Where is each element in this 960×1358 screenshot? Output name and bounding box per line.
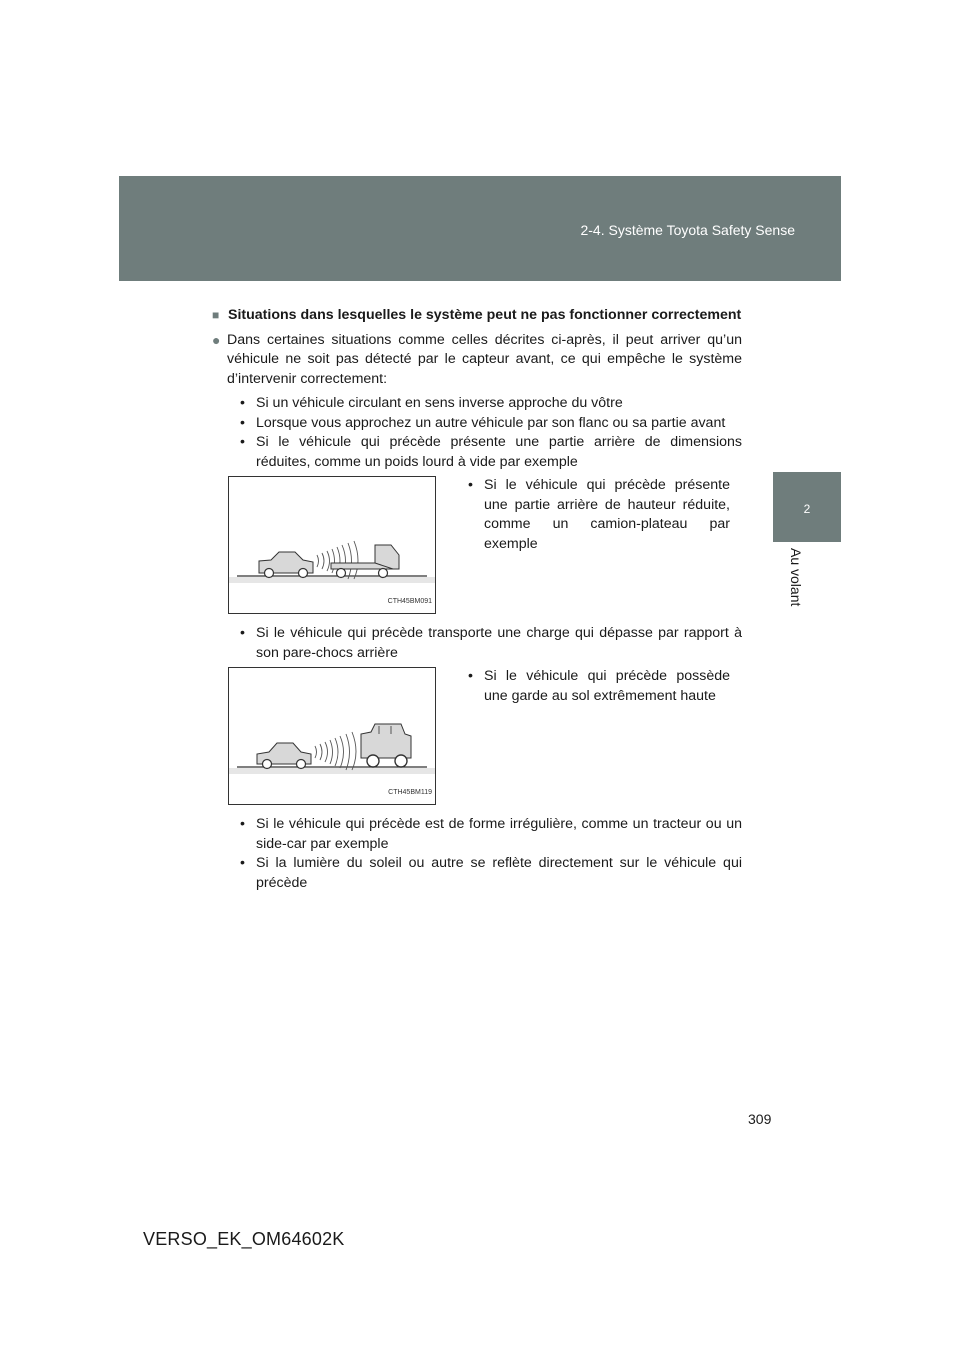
figure-row-flatbed bbox=[228, 476, 742, 616]
figure-code: CTH45BM091 bbox=[387, 597, 432, 605]
list-item bbox=[240, 394, 742, 414]
chapter-tab bbox=[773, 472, 841, 542]
intro-text: Dans certaines situations comme celles décrites ci-après, il peut arriver qu’un véhicule ne soit pas détecté par le capteur avant, ce qui empêche le système d’intervenir correctement: bbox=[227, 331, 742, 387]
heading-text: Situations dans lesquelles le système peut ne pas fonctionner correctement bbox=[228, 307, 742, 323]
figure-caption-text: Si le véhicule qui précède présente une partie arrière de hauteur réduite, comme un camion-plateau par exemple bbox=[484, 477, 730, 552]
list-item-text: Si le véhicule qui précède transporte une charge qui dépasse par rapport à son pare-chocs arrière bbox=[256, 625, 742, 661]
figure-caption-text: Si le véhicule qui précède possède une garde au sol extrêmement haute bbox=[484, 668, 730, 704]
list-item-text: Si le véhicule qui précède présente une partie arrière de dimensions réduites, comme un poids lourd à vide par exemple bbox=[256, 434, 742, 470]
figure-caption bbox=[468, 667, 730, 807]
list-item-text: Si le véhicule qui précède est de forme irrégulière, comme un tracteur ou un side-car par exemple bbox=[256, 816, 742, 852]
section-heading bbox=[212, 306, 742, 326]
document-code: VERSO_EK_OM64602K bbox=[143, 1229, 345, 1249]
header-band bbox=[119, 176, 841, 281]
list-item bbox=[240, 624, 742, 663]
list-item-text: Si un véhicule circulant en sens inverse approche du vôtre bbox=[256, 395, 623, 411]
figure-caption bbox=[468, 476, 730, 616]
chapter-number: 2 bbox=[803, 502, 811, 516]
list-item bbox=[240, 815, 742, 854]
figure-code: CTH45BM119 bbox=[388, 788, 432, 796]
page-number: 309 bbox=[748, 1111, 772, 1127]
list-item bbox=[240, 854, 742, 893]
bullet-marker: • bbox=[468, 477, 473, 493]
bullet-marker: • bbox=[240, 414, 245, 431]
flatbed-truck-illustration bbox=[228, 476, 436, 614]
list-item-text: Si la lumière du soleil ou autre se reflète directement sur le véhicule qui précède bbox=[256, 855, 742, 891]
bullet-marker: • bbox=[240, 625, 245, 641]
list-item bbox=[240, 414, 742, 434]
list-item bbox=[240, 433, 742, 472]
bullet-marker: • bbox=[240, 434, 245, 450]
bullet-marker: • bbox=[240, 855, 245, 871]
section-title: 2-4. Système Toyota Safety Sense bbox=[580, 222, 795, 238]
bullet-marker: • bbox=[468, 668, 473, 684]
main-content bbox=[212, 306, 742, 893]
circle-bullet-icon: ● bbox=[212, 331, 221, 348]
bullet-marker: • bbox=[240, 816, 245, 832]
figure-row-high-clearance bbox=[228, 667, 742, 807]
intro-paragraph bbox=[212, 331, 742, 390]
square-bullet-icon: ■ bbox=[212, 308, 220, 322]
list-item-text: Lorsque vous approchez un autre véhicule par son flanc ou sa partie avant bbox=[256, 414, 726, 431]
high-clearance-illustration bbox=[228, 667, 436, 805]
chapter-label: Au volant bbox=[788, 548, 804, 607]
bullet-marker: • bbox=[240, 395, 245, 411]
